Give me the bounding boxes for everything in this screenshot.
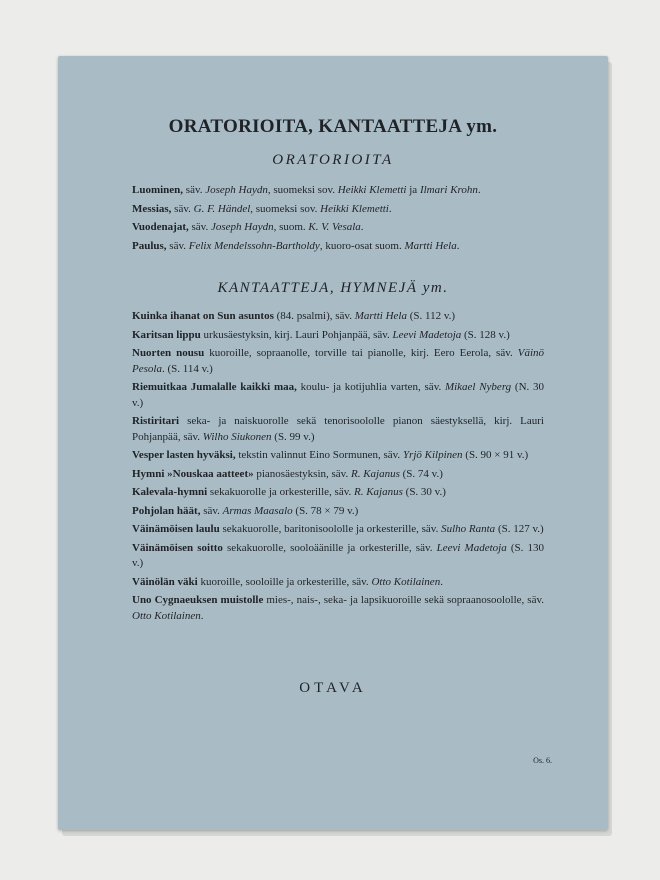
- section-title-oratorioita: ORATORIOITA: [272, 152, 394, 168]
- list-item: Riemuitkaa Jumalalle kaikki maa, koulu- ja kotijuhlia varten, säv. Mikael Nyberg (N. 30 v.): [132, 381, 544, 409]
- cantata-list: [132, 309, 544, 627]
- list-item: Luominen, säv. Joseph Haydn, suomeksi sov. Heikki Klemetti ja Ilmari Krohn.: [132, 184, 481, 196]
- list-item: Nuorten nousu kuoroille, sopraanolle, torville tai pianolle, kirj. Eero Eerola, säv. Väinö Pesola. (S. 114 v.): [132, 347, 544, 375]
- list-item: Hymni »Nouskaa aatteet» pianosäestyksin, säv. R. Kajanus (S. 74 v.): [132, 467, 443, 480]
- list-item: Vuodenajat, säv. Joseph Haydn, suom. K. V. Vesala.: [132, 221, 364, 233]
- list-item: Karitsan lippu urkusäestyksin, kirj. Lauri Pohjanpää, säv. Leevi Madetoja (S. 128 v.): [132, 328, 510, 341]
- list-item: Vesper lasten hyväksi, tekstin valinnut Eino Sormunen, säv. Yrjö Kilpinen (S. 90 × 91 v.): [132, 449, 529, 461]
- list-item: Ristiritari seka- ja naiskuorolle sekä tenorisoololle pianon säestyksellä, kirj. Lauri Pohjanpää, säv. Wilho Siukonen (S. 99 v.): [132, 415, 544, 443]
- print-code: Os. 6.: [533, 756, 552, 765]
- section-title-kantaatteja: KANTAATTEJA, HYMNEJÄ ym.: [217, 280, 449, 296]
- list-item: Uno Cygnaeuksen muistolle mies-, nais-, seka- ja lapsikuoroille sekä sopraanosoololle, säv. Otto Kotilainen.: [132, 594, 544, 622]
- list-item: Messias, säv. G. F. Händel, suomeksi sov. Heikki Klemetti.: [132, 202, 392, 215]
- list-item: Kalevala-hymni sekakuorolle ja orkesterille, säv. R. Kajanus (S. 30 v.): [132, 486, 446, 498]
- list-item: Kuinka ihanat on Sun asuntos (84. psalmi), säv. Martti Hela (S. 112 v.): [132, 310, 456, 322]
- list-item: Väinämöisen soitto sekakuorolle, sooloäänille ja orkesterille, säv. Leevi Madetoja (S. 130 v.): [132, 541, 544, 569]
- main-heading: ORATORIOITA, KANTAATTEJA ym.: [168, 116, 498, 137]
- publisher-name: OTAVA: [299, 680, 367, 696]
- oratorio-list: [132, 183, 544, 257]
- list-item: Pohjolan häät, säv. Armas Maasalo (S. 78 × 79 v.): [132, 504, 359, 517]
- list-item: Paulus, säv. Felix Mendelssohn-Bartholdy, kuoro-osat suom. Martti Hela.: [132, 239, 460, 252]
- back-cover: [58, 56, 608, 830]
- list-item: Väinämöisen laulu sekakuorolle, baritonisoololle ja orkesterille, säv. Sulho Ranta (S. 127 v.): [132, 523, 544, 535]
- list-item: Väinölän väki kuoroille, sooloille ja orkesterille, säv. Otto Kotilainen.: [132, 575, 443, 588]
